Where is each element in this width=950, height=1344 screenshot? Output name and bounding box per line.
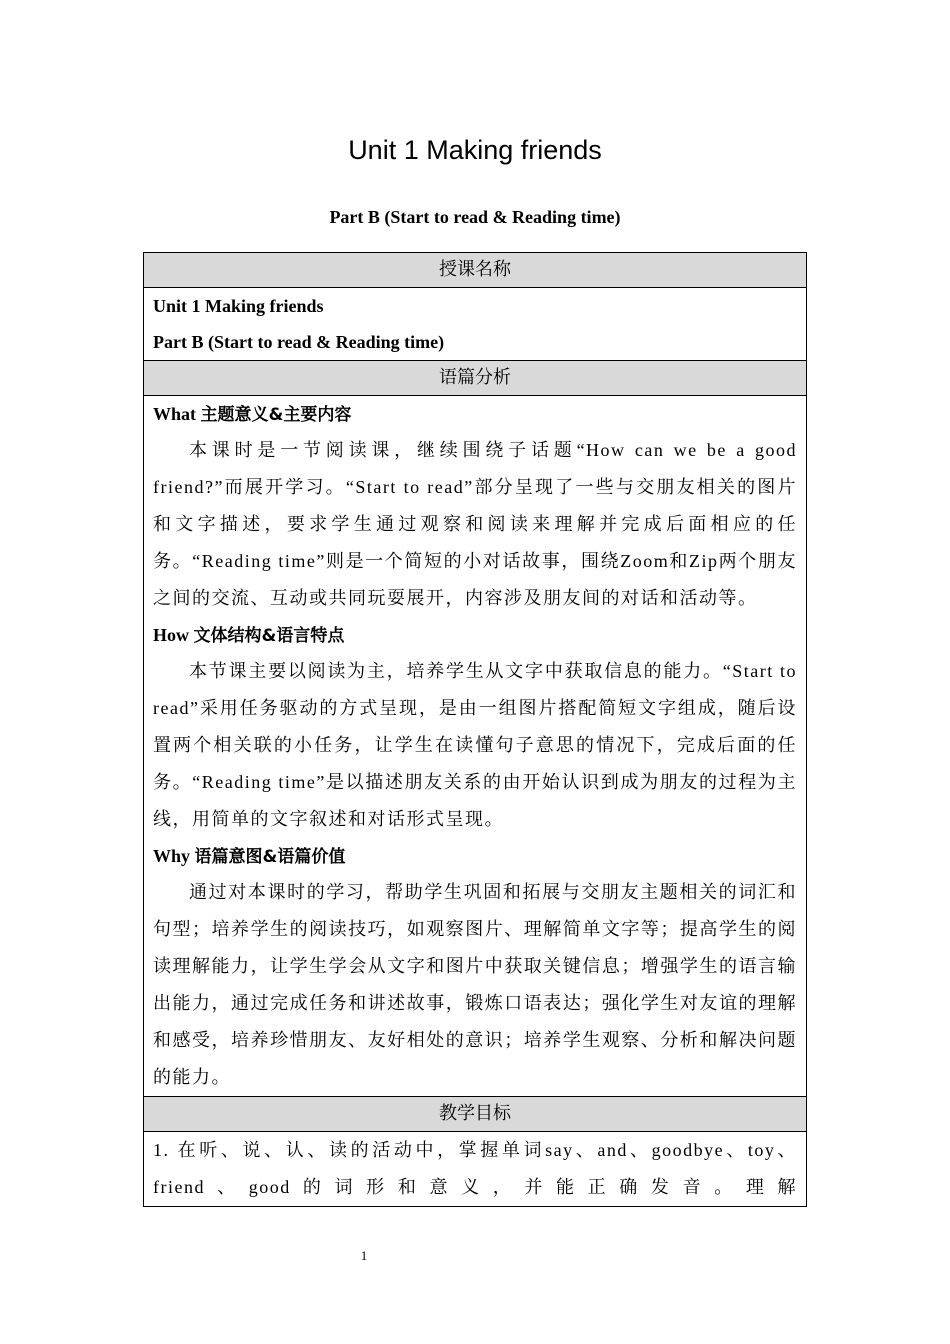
- course-name-line: Part B (Start to read & Reading time): [153, 332, 445, 352]
- text-analysis-cell: [144, 396, 807, 1097]
- course-name-line: Unit 1 Making friends: [153, 296, 324, 316]
- document-title: Unit 1 Making friends: [348, 135, 602, 165]
- text-analysis-header: 语篇分析: [144, 361, 807, 396]
- how-heading-cn: 文体结构&语言特点: [193, 626, 345, 646]
- how-heading: [153, 617, 797, 653]
- what-heading-en: What: [153, 404, 201, 424]
- how-heading-en: How: [153, 625, 194, 645]
- what-heading-cn: 主题意义&主要内容: [200, 405, 352, 425]
- table-row: [144, 361, 807, 396]
- table-row: [144, 1132, 807, 1207]
- how-paragraph: 本节课主要以阅读为主，培养学生从文字中获取信息的能力。“Start to read”采用任务驱动的方式呈现，是由一组图片搭配简短文字组成，随后设置两个相关联的小任务，让学生在读懂句子意思的情况下，完成后面的任务。“Reading time”是以描述朋友关系的由开始认识到成为朋友的过程为主线，用简单的文字叙述和对话形式呈现。: [153, 661, 797, 829]
- course-name-header: 授课名称: [144, 253, 807, 288]
- table-row: [144, 253, 807, 288]
- objectives-header: 教学目标: [144, 1097, 807, 1132]
- what-heading: [153, 396, 797, 432]
- why-heading: [153, 838, 797, 874]
- document-subtitle: Part B (Start to read & Reading time): [329, 207, 621, 227]
- objective-item: 1. 在听、说、认、读的活动中，掌握单词say、and、goodbye、toy、friend、good的词形和意义，并能正确发音。理解: [153, 1140, 797, 1197]
- what-paragraph: 本课时是一节阅读课，继续围绕子话题“How can we be a good friend?”而展开学习。“Start to read”部分呈现了一些与交朋友相关的图片和文字描述，要求学生通过观察和阅读来理解并完成后面相应的任务。“Reading time”则是一个简短的小对话故事，围绕Zoom和Zip两个朋友之间的交流、互动或共同玩耍展开，内容涉及朋友间的对话和活动等。: [153, 440, 797, 608]
- table-row: [144, 396, 807, 1097]
- table-row: [144, 1097, 807, 1132]
- lesson-plan-table: [143, 252, 807, 1207]
- table-row: [144, 288, 807, 361]
- objectives-cell: [144, 1132, 807, 1207]
- why-heading-cn: 语篇意图&语篇价值: [194, 847, 346, 867]
- course-name-cell: [144, 288, 807, 361]
- page-number: 1: [360, 1248, 368, 1263]
- why-heading-en: Why: [153, 846, 195, 866]
- why-paragraph: 通过对本课时的学习，帮助学生巩固和拓展与交朋友主题相关的词汇和句型；培养学生的阅读技巧，如观察图片、理解简单文字等；提高学生的阅读理解能力，让学生学会从文字和图片中获取关键信息；增强学生的语言输出能力，通过完成任务和讲述故事，锻炼口语表达；强化学生对友谊的理解和感受，培养珍惜朋友、友好相处的意识；培养学生观察、分析和解决问题的能力。: [153, 882, 797, 1087]
